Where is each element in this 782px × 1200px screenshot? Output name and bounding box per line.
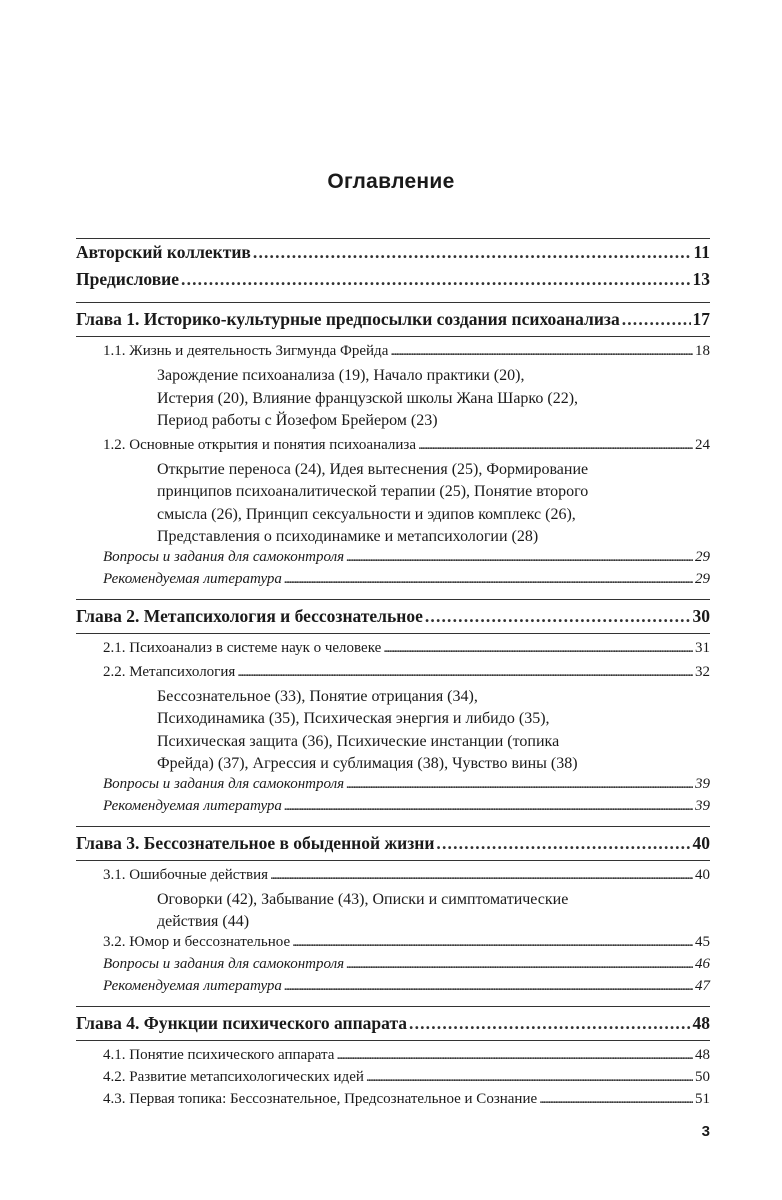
section-page: 32 xyxy=(695,663,710,680)
toc-literature-2[interactable] xyxy=(76,798,710,820)
section-page: 48 xyxy=(695,1046,710,1063)
subtopic-line: Фрейда) (37), Агрессия и сублимация (38), Чувство вины (38) xyxy=(157,755,578,772)
toc-section-4-1[interactable] xyxy=(76,1047,710,1069)
toc-chapter-3[interactable] xyxy=(76,833,710,860)
literature-title: Рекомендуемая литература xyxy=(103,977,282,994)
leader-dots xyxy=(284,978,693,995)
leader-dots xyxy=(336,1047,693,1064)
entry-title: Предисловие xyxy=(76,269,180,289)
leader-dots xyxy=(292,934,693,951)
toc-questions-3[interactable] xyxy=(76,956,710,978)
chapter-title: Глава 3. Бессознательное в обыденной жизни xyxy=(76,832,435,853)
section-title: 2.1. Психоанализ в системе наук о человеке xyxy=(103,639,382,656)
chapter-page: 40 xyxy=(692,832,710,853)
chapter-page: 48 xyxy=(692,1012,710,1033)
toc-questions-1[interactable] xyxy=(76,549,710,571)
section-page: 31 xyxy=(695,639,710,656)
leader-dots xyxy=(425,606,691,627)
leader-dots xyxy=(284,798,693,815)
toc-chapter-2[interactable] xyxy=(76,606,710,633)
section-subtopics xyxy=(76,686,710,776)
page-title: Оглавление xyxy=(327,170,455,193)
table-of-contents xyxy=(76,238,710,1113)
questions-page: 39 xyxy=(695,775,710,792)
toc-section-2-1[interactable] xyxy=(76,640,710,662)
literature-page: 39 xyxy=(695,797,710,814)
leader-dots xyxy=(436,833,690,854)
subtopic-line: принципов психоаналитической терапии (25), Понятие второго xyxy=(157,483,589,500)
toc-section-4-2[interactable] xyxy=(76,1069,710,1091)
subtopic-line: Период работы с Йозефом Брейером (23) xyxy=(157,412,438,429)
toc-chapter-4[interactable] xyxy=(76,1013,710,1040)
toc-literature-1[interactable] xyxy=(76,571,710,593)
leader-dots xyxy=(181,269,690,290)
leader-dots xyxy=(346,549,693,566)
toc-chapter-1[interactable] xyxy=(76,309,710,336)
leader-dots xyxy=(366,1069,693,1086)
section-subtopics xyxy=(76,365,710,433)
toc-questions-2[interactable] xyxy=(76,776,710,798)
toc-entry-preface[interactable] xyxy=(76,269,710,296)
section-page: 40 xyxy=(695,866,710,883)
leader-dots xyxy=(390,343,693,360)
section-subtopics xyxy=(76,459,710,549)
section-title: 3.1. Ошибочные действия xyxy=(103,866,268,883)
toc-entry-authors[interactable] xyxy=(76,242,710,269)
questions-title: Вопросы и задания для самоконтроля xyxy=(103,548,345,565)
section-page: 50 xyxy=(695,1068,710,1085)
chapter-page: 17 xyxy=(692,309,710,329)
page-number: 3 xyxy=(701,1123,710,1140)
entry-page: 13 xyxy=(692,269,710,289)
section-title: 1.2. Основные открытия и понятия психоанализа xyxy=(103,436,416,453)
section-title: 2.2. Метапсихология xyxy=(103,663,236,680)
literature-title: Рекомендуемая литература xyxy=(103,797,282,814)
subtopic-line: Психическая защита (36), Психические инстанции (топика xyxy=(157,732,560,750)
section-title: 3.2. Юмор и бессознательное xyxy=(103,933,291,950)
literature-title: Рекомендуемая литература xyxy=(103,570,282,587)
toc-section-1-1[interactable] xyxy=(76,343,710,365)
subtopic-line: Истерия (20), Влияние французской школы Жана Шарко (22), xyxy=(157,389,579,407)
section-title: 1.1. Жизнь и деятельность Зигмунда Фрейда xyxy=(103,343,389,359)
questions-title: Вопросы и задания для самоконтроля xyxy=(103,775,345,792)
subtopic-line: Оговорки (42), Забывание (43), Описки и симптоматические xyxy=(157,890,569,908)
subtopic-line: Психодинамика (35), Психическая энергия и либидо (35), xyxy=(157,710,550,727)
subtopic-line: Бессознательное (33), Понятие отрицания (34), xyxy=(157,687,478,705)
subtopic-line: Открытие переноса (24), Идея вытеснения (25), Формирование xyxy=(157,460,589,478)
toc-section-1-2[interactable] xyxy=(76,437,710,459)
leader-dots xyxy=(237,664,693,681)
leader-dots xyxy=(346,956,693,973)
section-page: 24 xyxy=(695,436,710,453)
toc-section-4-3[interactable] xyxy=(76,1091,710,1113)
chapter-title: Глава 2. Метапсихология и бессознательное xyxy=(76,605,423,626)
section-page: 51 xyxy=(695,1090,710,1107)
section-title: 4.3. Первая топика: Бессознательное, Предсознательное и Сознание xyxy=(103,1090,538,1107)
chapter-title: Глава 1. Историко-культурные предпосылки создания психоанализа xyxy=(76,309,620,329)
chapter-page: 30 xyxy=(692,605,710,626)
literature-page: 47 xyxy=(695,977,710,994)
subtopic-line: Зарождение психоанализа (19), Начало практики (20), xyxy=(157,367,525,384)
section-page: 18 xyxy=(695,343,710,359)
questions-page: 46 xyxy=(695,955,710,972)
toc-section-3-1[interactable] xyxy=(76,867,710,889)
toc-section-2-2[interactable] xyxy=(76,664,710,686)
leader-dots xyxy=(346,776,693,793)
leader-dots xyxy=(622,309,691,330)
subtopic-line: смысла (26), Принцип сексуальности и эдипов комплекс (26), xyxy=(157,505,576,523)
subtopic-line: действия (44) xyxy=(157,913,250,930)
literature-page: 29 xyxy=(695,570,710,587)
entry-title: Авторский коллектив xyxy=(76,242,251,262)
leader-dots xyxy=(409,1013,690,1034)
leader-dots xyxy=(284,571,693,588)
leader-dots xyxy=(418,437,693,454)
leader-dots xyxy=(539,1091,693,1108)
section-title: 4.2. Развитие метапсихологических идей xyxy=(103,1068,364,1085)
entry-page: 11 xyxy=(693,242,710,262)
leader-dots xyxy=(270,867,693,884)
leader-dots xyxy=(253,242,692,263)
questions-page: 29 xyxy=(695,548,710,565)
section-page: 45 xyxy=(695,933,710,950)
chapter-title: Глава 4. Функции психического аппарата xyxy=(76,1012,408,1033)
section-title: 4.1. Понятие психического аппарата xyxy=(103,1046,335,1063)
section-subtopics xyxy=(76,889,710,934)
toc-section-3-2[interactable] xyxy=(76,934,710,956)
leader-dots xyxy=(383,640,693,657)
subtopic-line: Представления о психодинамике и метапсихологии (28) xyxy=(157,528,539,545)
questions-title: Вопросы и задания для самоконтроля xyxy=(103,955,345,972)
toc-literature-3[interactable] xyxy=(76,978,710,1000)
